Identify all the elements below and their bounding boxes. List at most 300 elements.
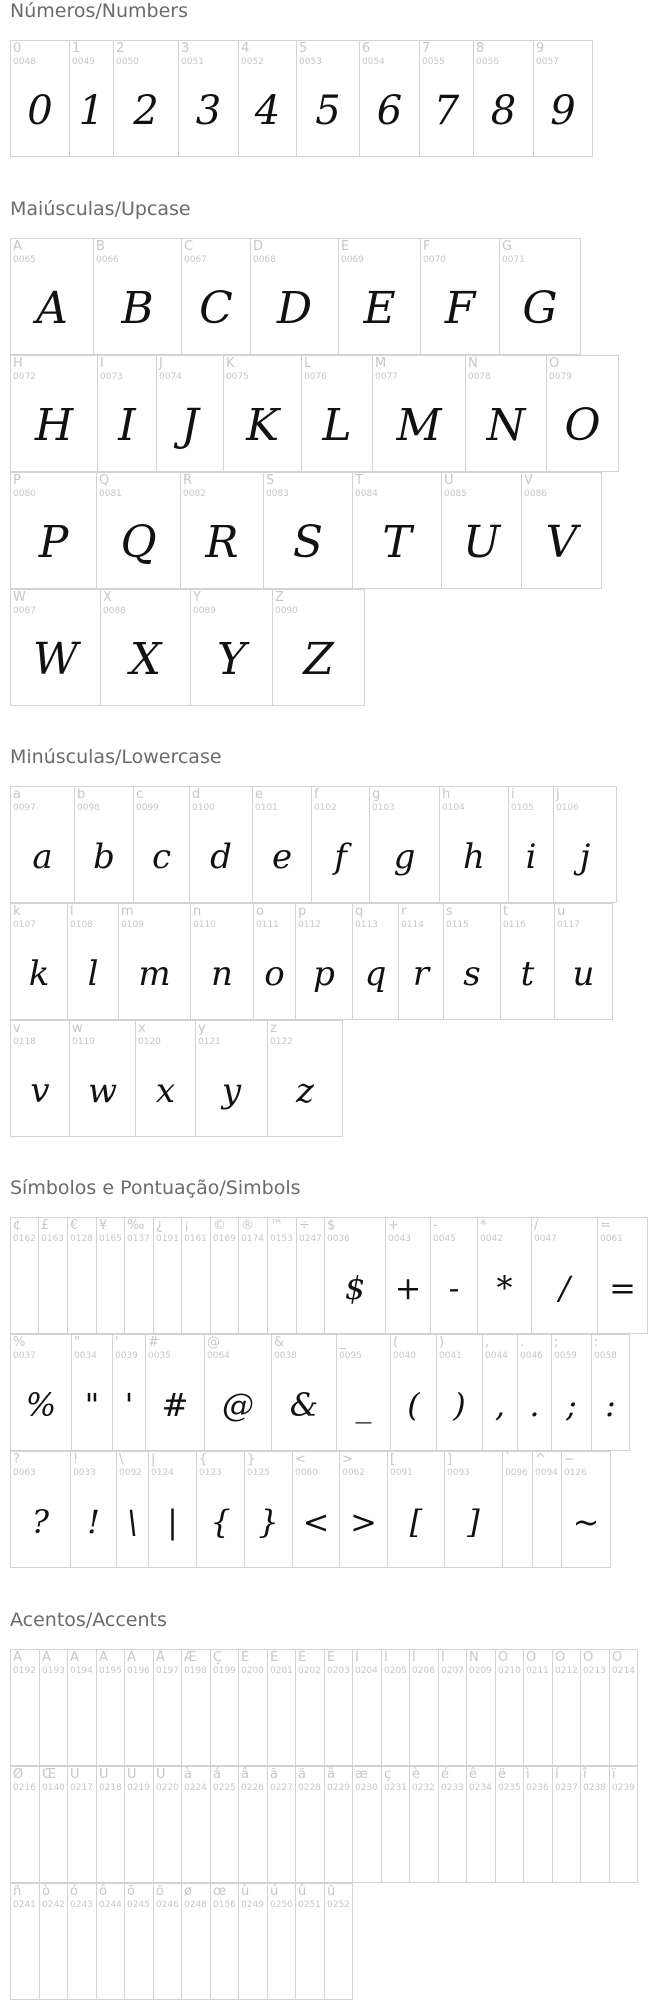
glyph-cell: [133, 786, 190, 903]
glyph-sample: R: [205, 517, 239, 568]
glyph-sample: b: [93, 836, 115, 877]
glyph-code-label: 0114: [401, 920, 424, 930]
glyph-char-label: I: [100, 356, 104, 371]
glyph-sample: X: [129, 634, 162, 685]
glyph-code-label: 0165: [99, 1234, 122, 1244]
glyph-cell: [508, 786, 554, 903]
glyph-code-label: 0075: [226, 372, 249, 382]
glyph-sample: ?: [31, 1502, 50, 1541]
glyph-cell: [67, 1883, 97, 2000]
glyph-cell: [495, 1649, 524, 1766]
glyph-code-label: 0236: [526, 1783, 549, 1793]
glyph-char-label: !: [73, 1452, 79, 1467]
glyph-char-label: ï: [612, 1767, 616, 1782]
glyph-char-label: 3: [181, 41, 190, 56]
glyph-code-label: 0057: [536, 57, 559, 67]
glyph-char-label: C: [184, 239, 194, 254]
glyph-char-label: á: [213, 1767, 221, 1782]
glyph-code-label: 0140: [42, 1783, 65, 1793]
glyph-code-label: 0213: [583, 1666, 606, 1676]
glyph-sample: 6: [376, 87, 403, 134]
glyph-row: [10, 1217, 648, 1334]
glyph-char-label: É: [270, 1650, 279, 1665]
glyph-char-label: ò: [42, 1884, 50, 1899]
glyph-char-label: ë: [498, 1767, 506, 1782]
glyph-code-label: 0041: [439, 1351, 462, 1361]
glyph-code-label: 0102: [314, 803, 337, 813]
glyph-code-label: 0200: [241, 1666, 264, 1676]
glyph-char-label: m: [121, 904, 134, 919]
glyph-char-label: X: [103, 590, 112, 605]
glyph-cell: [580, 1649, 610, 1766]
glyph-cell: [181, 1217, 211, 1334]
glyph-code-label: 0112: [298, 920, 321, 930]
glyph-sample: m: [138, 953, 171, 994]
glyph-sample: c: [151, 836, 172, 877]
glyph-cell: [190, 589, 273, 706]
glyph-char-label: ,: [485, 1335, 490, 1350]
glyph-char-label: ã: [270, 1767, 278, 1782]
glyph-cell: [153, 1766, 182, 1883]
glyph-code-label: 0033: [73, 1468, 96, 1478]
glyph-code-label: 0246: [156, 1900, 179, 1910]
glyph-cell: [296, 40, 360, 157]
glyph-code-label: 0084: [355, 489, 378, 499]
glyph-sample: {: [210, 1502, 231, 1541]
glyph-code-label: 0192: [13, 1666, 36, 1676]
glyph-code-label: 0206: [412, 1666, 435, 1676]
glyph-char-label: f: [314, 787, 319, 802]
glyph-cell: [552, 1649, 581, 1766]
glyph-cell: [292, 1451, 340, 1568]
glyph-char-label: E: [341, 239, 350, 254]
glyph-code-label: 0040: [393, 1351, 416, 1361]
glyph-cell: [69, 40, 114, 157]
glyph-sample: r: [412, 953, 430, 994]
glyph-code-label: 0059: [554, 1351, 577, 1361]
glyph-cell: [352, 1649, 382, 1766]
glyph-cell: [67, 903, 119, 1020]
glyph-cell: [39, 1766, 68, 1883]
glyph-cell: [439, 786, 509, 903]
glyph-char-label: è: [412, 1767, 420, 1782]
glyph-code-label: 0053: [299, 57, 322, 67]
glyph-char-label: ì: [526, 1767, 530, 1782]
glyph-row: [10, 1020, 343, 1137]
glyph-sample: B: [121, 283, 154, 334]
glyph-cell: [609, 1649, 638, 1766]
glyph-cell: [381, 1649, 410, 1766]
glyph-char-label: t: [503, 904, 509, 919]
glyph-sample: d: [210, 836, 232, 877]
glyph-char-label: l: [70, 904, 74, 919]
glyph-code-label: 0122: [270, 1037, 293, 1047]
glyph-code-label: 0120: [138, 1037, 161, 1047]
glyph-char-label: 6: [362, 41, 371, 56]
glyph-sample: ]: [467, 1502, 480, 1541]
glyph-char-label: Î: [412, 1650, 416, 1665]
glyph-char-label: c: [136, 787, 144, 802]
glyph-code-label: 0094: [535, 1468, 558, 1478]
glyph-char-label: ü: [327, 1884, 336, 1899]
glyph-char-label: h: [442, 787, 451, 802]
glyph-char-label: î: [583, 1767, 587, 1782]
glyph-code-label: 0077: [375, 372, 398, 382]
glyph-cell: [465, 355, 547, 472]
glyph-code-label: 0063: [13, 1468, 36, 1478]
glyph-cell: [253, 903, 296, 1020]
glyph-cell: [67, 1766, 97, 1883]
glyph-char-label: v: [13, 1021, 21, 1036]
glyph-cell: [523, 1766, 553, 1883]
glyph-cell: [296, 1217, 325, 1334]
glyph-char-label: [: [390, 1452, 396, 1467]
glyph-cell: [97, 355, 157, 472]
glyph-char-label: 0: [13, 41, 22, 56]
glyph-char-label: ê: [469, 1767, 477, 1782]
glyph-code-label: 0191: [156, 1234, 179, 1244]
glyph-cell: [10, 1766, 40, 1883]
glyph-sample: ;: [566, 1385, 577, 1424]
glyph-cell: [521, 472, 602, 589]
glyph-code-label: 0205: [384, 1666, 407, 1676]
glyph-cell: [118, 903, 191, 1020]
glyph-code-label: 0210: [498, 1666, 521, 1676]
glyph-code-label: 0107: [13, 920, 36, 930]
glyph-cell: [39, 1883, 68, 2000]
glyph-sample: P: [38, 517, 69, 568]
glyph-char-label: =: [600, 1218, 611, 1233]
glyph-code-label: 0202: [298, 1666, 321, 1676]
glyph-cell: [38, 1217, 68, 1334]
glyph-char-label: ¿: [156, 1218, 163, 1233]
glyph-code-label: 0231: [384, 1783, 407, 1793]
glyph-code-label: 0072: [13, 372, 36, 382]
glyph-cell: [338, 238, 421, 355]
glyph-code-label: 0203: [327, 1666, 350, 1676]
glyph-char-label: a: [13, 787, 21, 802]
glyph-sample: Q: [120, 517, 157, 568]
glyph-cell: [10, 1020, 70, 1137]
glyph-cell: [267, 1020, 343, 1137]
glyph-char-label: ô: [99, 1884, 107, 1899]
glyph-code-label: 0227: [270, 1783, 293, 1793]
glyph-sample: !: [87, 1502, 100, 1541]
glyph-cell: [551, 1334, 592, 1451]
glyph-char-label: ;: [554, 1335, 559, 1350]
glyph-cell: [156, 355, 224, 472]
glyph-sample: j: [579, 836, 591, 877]
glyph-cell: [189, 786, 253, 903]
glyph-code-label: 0249: [241, 1900, 264, 1910]
glyph-code-label: 0044: [485, 1351, 508, 1361]
glyph-code-label: 0066: [96, 255, 119, 265]
glyph-char-label: {: [199, 1452, 208, 1467]
glyph-code-label: 0196: [127, 1666, 150, 1676]
glyph-sample: y: [221, 1070, 242, 1111]
glyph-code-label: 0073: [100, 372, 123, 382]
glyph-char-label: È: [241, 1650, 250, 1665]
glyph-code-label: 0079: [549, 372, 572, 382]
glyph-code-label: 0096: [505, 1468, 528, 1478]
glyph-char-label: M: [375, 356, 387, 371]
glyph-cell: [580, 1766, 610, 1883]
glyph-cell: [210, 1649, 239, 1766]
glyph-code-label: 0224: [184, 1783, 207, 1793]
glyph-code-label: 0169: [213, 1234, 236, 1244]
glyph-code-label: 0230: [355, 1783, 378, 1793]
glyph-char-label: â: [241, 1767, 249, 1782]
glyph-char-label: $: [327, 1218, 336, 1233]
glyph-char-label: :: [594, 1335, 599, 1350]
glyph-code-label: 0071: [502, 255, 525, 265]
glyph-sample: .: [529, 1385, 540, 1424]
glyph-cell: [70, 1451, 117, 1568]
glyph-char-label: Ø: [13, 1767, 24, 1782]
glyph-char-label: Í: [384, 1650, 388, 1665]
glyph-code-label: 0156: [213, 1900, 236, 1910]
glyph-cell: [324, 1766, 353, 1883]
glyph-char-label: #: [148, 1335, 159, 1350]
glyph-cell: [609, 1766, 638, 1883]
glyph-char-label: k: [13, 904, 21, 919]
glyph-cell: [10, 589, 101, 706]
glyph-cell: [546, 355, 619, 472]
glyph-char-label: Ú: [99, 1767, 109, 1782]
glyph-cell: [10, 1451, 71, 1568]
glyph-cell: [385, 1217, 431, 1334]
glyph-cell: [178, 40, 239, 157]
glyph-char-label: o: [256, 904, 264, 919]
glyph-code-label: 0244: [99, 1900, 122, 1910]
glyph-char-label: û: [298, 1884, 307, 1899]
glyph-cell: [473, 40, 534, 157]
glyph-char-label: Ü: [156, 1767, 166, 1782]
glyph-cell: [124, 1766, 154, 1883]
glyph-cell: [10, 472, 97, 589]
glyph-code-label: 0241: [13, 1900, 36, 1910]
glyph-cell: [352, 1766, 382, 1883]
glyph-cell: [180, 472, 264, 589]
glyph-cell: [67, 1217, 97, 1334]
glyph-row: [10, 1334, 630, 1451]
glyph-cell: [267, 1649, 296, 1766]
glyph-cell: [263, 472, 353, 589]
glyph-cell: [181, 1766, 211, 1883]
glyph-sample: *: [496, 1268, 513, 1307]
glyph-cell: [533, 40, 593, 157]
glyph-row: [10, 1766, 638, 1883]
glyph-code-label: 0248: [184, 1900, 207, 1910]
glyph-code-label: 0204: [355, 1666, 378, 1676]
glyph-code-label: 0042: [480, 1234, 503, 1244]
glyph-sample: ,: [494, 1385, 506, 1424]
glyph-cell: [238, 1649, 268, 1766]
glyph-code-label: 0055: [422, 57, 445, 67]
glyph-sample: 9: [550, 87, 576, 134]
glyph-sample: 0: [27, 87, 53, 134]
glyph-cell: [409, 1649, 439, 1766]
glyph-sample: J: [181, 400, 199, 451]
glyph-char-label: |: [151, 1452, 156, 1467]
glyph-code-label: 0209: [469, 1666, 492, 1676]
glyph-char-label: G: [502, 239, 513, 254]
glyph-char-label: g: [372, 787, 381, 802]
section-title: Símbolos e Pontuação/Simbols: [10, 1177, 301, 1199]
glyph-cell: [466, 1649, 496, 1766]
glyph-cell: [597, 1217, 648, 1334]
glyph-code-label: 0108: [70, 920, 93, 930]
glyph-code-label: 0060: [295, 1468, 318, 1478]
glyph-code-label: 0076: [304, 372, 327, 382]
glyph-cell: [311, 786, 370, 903]
glyph-code-label: 0099: [136, 803, 159, 813]
glyph-cell: [553, 786, 617, 903]
glyph-code-label: 0052: [241, 57, 264, 67]
glyph-code-label: 0128: [70, 1234, 93, 1244]
glyph-sample: i: [525, 836, 537, 877]
glyph-sample: g: [393, 836, 416, 877]
glyph-code-label: 0050: [116, 57, 139, 67]
glyph-sample: z: [296, 1070, 314, 1111]
glyph-cell: [223, 355, 302, 472]
glyph-code-label: 0238: [583, 1783, 606, 1793]
glyph-code-label: 0195: [99, 1666, 122, 1676]
glyph-char-label: N: [468, 356, 478, 371]
glyph-char-label: ^: [535, 1452, 546, 1467]
glyph-cell: [252, 786, 312, 903]
glyph-char-label: Ã: [99, 1650, 108, 1665]
glyph-char-label: ~: [564, 1452, 575, 1467]
glyph-code-label: 0250: [270, 1900, 293, 1910]
glyph-sample: S: [292, 517, 324, 568]
glyph-char-label: Y: [193, 590, 201, 605]
glyph-code-label: 0034: [74, 1351, 97, 1361]
glyph-char-label: `: [505, 1452, 512, 1467]
glyph-char-label: À: [13, 1650, 22, 1665]
glyph-char-label: A: [13, 239, 22, 254]
glyph-cell: [210, 1217, 239, 1334]
glyph-code-label: 0137: [127, 1234, 150, 1244]
glyph-row: [10, 903, 613, 1020]
glyph-char-label: y: [198, 1021, 206, 1036]
glyph-row: [10, 1451, 611, 1568]
glyph-char-label: J: [159, 356, 163, 371]
glyph-row: [10, 40, 593, 157]
glyph-code-label: 0232: [412, 1783, 435, 1793]
glyph-cell: [272, 589, 365, 706]
glyph-code-label: 0242: [42, 1900, 65, 1910]
glyph-code-label: 0229: [327, 1783, 350, 1793]
glyph-cell: [352, 903, 399, 1020]
glyph-char-label: ¥: [99, 1218, 108, 1233]
glyph-char-label: Z: [275, 590, 284, 605]
glyph-code-label: 0118: [13, 1037, 36, 1047]
glyph-char-label: P: [13, 473, 21, 488]
glyph-char-label: ®: [241, 1218, 254, 1233]
glyph-cell: [267, 1217, 297, 1334]
glyph-code-label: 0162: [13, 1234, 36, 1244]
glyph-cell: [181, 1883, 211, 2000]
glyph-char-label: à: [184, 1767, 192, 1782]
glyph-code-label: 0078: [468, 372, 491, 382]
glyph-sample: V: [545, 517, 578, 568]
glyph-sample: U: [462, 517, 501, 568]
glyph-sample: %: [25, 1385, 57, 1424]
glyph-code-label: 0220: [156, 1783, 179, 1793]
glyph-char-label: Ç: [213, 1650, 223, 1665]
glyph-char-label: Æ: [184, 1650, 197, 1665]
glyph-code-label: 0124: [151, 1468, 174, 1478]
glyph-sample: k: [28, 953, 50, 994]
glyph-cell: [10, 1217, 39, 1334]
glyph-code-label: 0197: [156, 1666, 179, 1676]
glyph-char-label: d: [192, 787, 201, 802]
glyph-char-label: \: [119, 1452, 124, 1467]
glyph-cell: [238, 1883, 268, 2000]
glyph-sample: =: [609, 1268, 636, 1307]
glyph-code-label: 0035: [148, 1351, 171, 1361]
glyph-code-label: 0119: [72, 1037, 95, 1047]
glyph-cell: [438, 1766, 467, 1883]
glyph-sample: :: [605, 1385, 616, 1424]
glyph-char-label: é: [441, 1767, 449, 1782]
glyph-cell: [420, 238, 500, 355]
glyph-code-label: 0058: [594, 1351, 617, 1361]
glyph-sample: _: [355, 1385, 372, 1424]
glyph-cell: [267, 1883, 296, 2000]
glyph-code-label: 0056: [476, 57, 499, 67]
glyph-cell: [295, 1766, 325, 1883]
glyph-char-label: e: [255, 787, 263, 802]
glyph-cell: [336, 1334, 391, 1451]
glyph-char-label: Ù: [70, 1767, 80, 1782]
glyph-sample: (: [407, 1385, 420, 1424]
glyph-cell: [181, 1649, 211, 1766]
glyph-sample: Z: [303, 634, 334, 685]
glyph-code-label: 0123: [199, 1468, 222, 1478]
glyph-char-label: s: [446, 904, 453, 919]
glyph-cell: [295, 1883, 325, 2000]
glyph-cell: [482, 1334, 518, 1451]
glyph-cell: [398, 903, 444, 1020]
glyph-code-label: 0233: [441, 1783, 464, 1793]
glyph-cell: [295, 903, 353, 1020]
glyph-sample: >: [350, 1502, 377, 1541]
glyph-sample: @: [222, 1385, 254, 1424]
glyph-char-label: å: [327, 1767, 335, 1782]
glyph-cell: [181, 238, 251, 355]
glyph-cell: [552, 1766, 581, 1883]
glyph-char-label: (: [393, 1335, 399, 1350]
glyph-code-label: 0125: [247, 1468, 270, 1478]
glyph-char-label: O: [549, 356, 560, 371]
glyph-code-label: 0110: [193, 920, 216, 930]
glyph-sample: u: [572, 953, 595, 994]
glyph-cell: [387, 1451, 445, 1568]
glyph-code-label: 0095: [339, 1351, 362, 1361]
glyph-code-label: 0153: [270, 1234, 293, 1244]
glyph-cell: [10, 1883, 40, 2000]
glyph-cell: [195, 1020, 268, 1137]
glyph-char-label: ñ: [13, 1884, 22, 1899]
glyph-char-label: ": [74, 1335, 80, 1350]
glyph-cell: [561, 1451, 611, 1568]
glyph-cell: [369, 786, 440, 903]
glyph-sample: &: [289, 1385, 319, 1424]
glyph-code-label: 0104: [442, 803, 465, 813]
glyph-cell: [443, 903, 501, 1020]
